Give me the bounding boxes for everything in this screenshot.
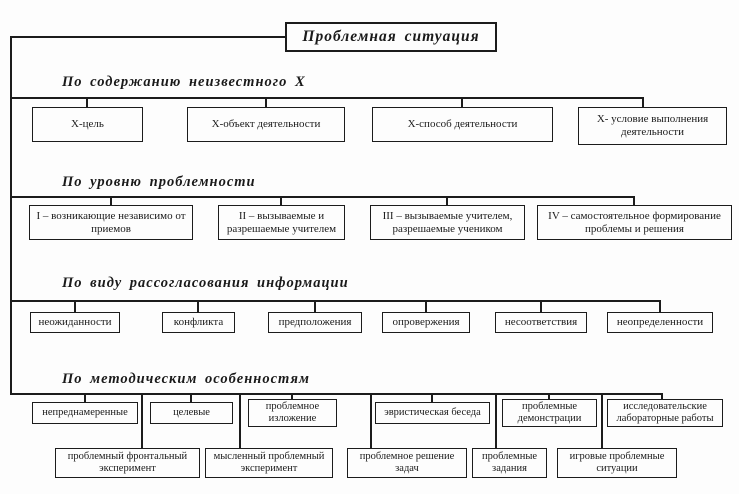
box-refutation: опровержения [382, 312, 470, 333]
box-surprise: неожиданности [30, 312, 120, 333]
box-problem-presentation: проблемное изложение [248, 399, 337, 427]
section-heading-2: По уровню проблемности [62, 174, 256, 190]
box-uncertainty: неопределенности [607, 312, 713, 333]
box-targeted: целевые [150, 402, 233, 424]
box-research-lab-works: исследовательские лабораторные работы [607, 399, 723, 427]
box-mismatch: несоответствия [495, 312, 587, 333]
box-conflict: конфликта [162, 312, 235, 333]
box-x-method: Х-способ деятельности [372, 107, 553, 142]
box-problem-demonstrations: проблемные демонстрации [502, 399, 597, 427]
section-heading-4: По методическим особенностям [62, 371, 310, 387]
box-x-goal: Х-цель [32, 107, 143, 142]
box-problem-solving-tasks: проблемное решение задач [347, 448, 467, 478]
box-level-2: II – вызываемые и разрешаемые учителем [218, 205, 345, 240]
box-level-3: III – вызываемые учителем, разрешаемые учеником [370, 205, 525, 240]
box-assumption: предположения [268, 312, 362, 333]
box-x-object: Х-объект деятельности [187, 107, 345, 142]
section-heading-1: По содержанию неизвестного Х [62, 74, 306, 90]
box-x-condition: Х- условие выполнения деятельности [578, 107, 727, 145]
box-problem-frontal-experiment: проблемный фронтальный эксперимент [55, 448, 200, 478]
box-game-problem-situations: игровые проблемные ситуации [557, 448, 677, 478]
section-heading-3: По виду рассогласования информации [62, 275, 349, 291]
box-mental-problem-experiment: мысленный проблемный эксперимент [205, 448, 333, 478]
root-box: Проблемная ситуация [285, 22, 497, 52]
box-level-4: IV – самостоятельное формирование проблемы и решения [537, 205, 732, 240]
box-level-1: I – возникающие независимо от приемов [29, 205, 193, 240]
box-heuristic-conversation: эвристическая беседа [375, 402, 490, 424]
box-problem-assignments: проблемные задания [472, 448, 547, 478]
box-unintentional: непреднамеренные [32, 402, 138, 424]
